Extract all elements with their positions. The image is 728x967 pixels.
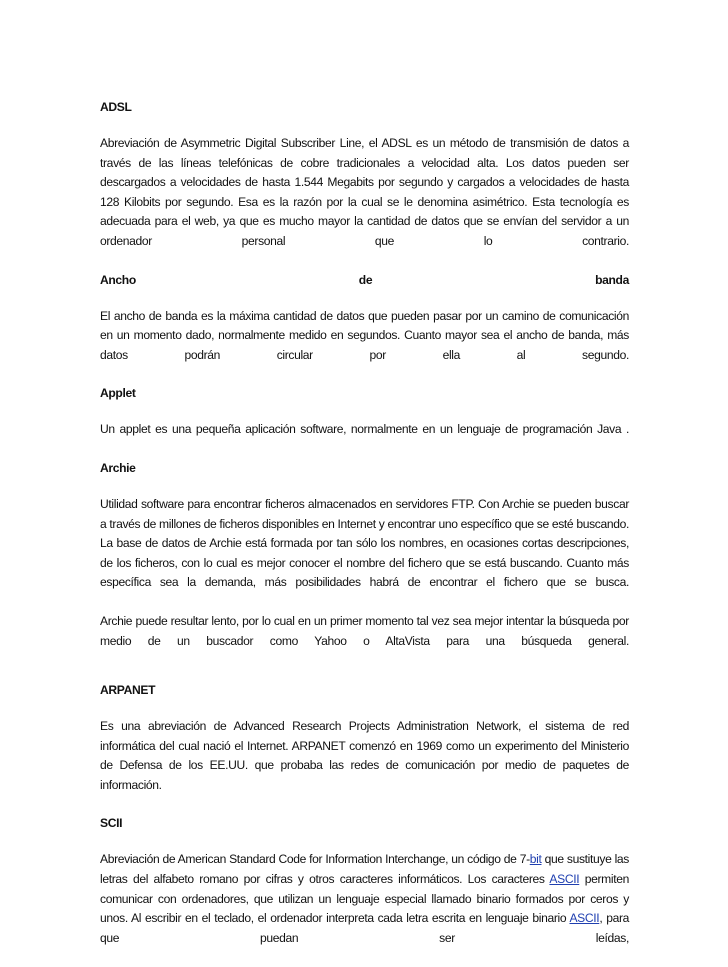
heading-word: Ancho [100, 272, 136, 287]
link-ascii[interactable]: ASCII [549, 872, 580, 887]
heading-applet: Applet [100, 386, 136, 401]
text-run: , para que puedan ser leídas, [100, 911, 630, 945]
heading-ancho-de-banda [100, 271, 629, 290]
link-ascii-binario[interactable]: ASCII [569, 911, 600, 926]
heading-word: de [358, 272, 373, 287]
paragraph-applet: Un applet es una pequeña aplicación software, normalmente en un lenguaje de programación Java . [100, 422, 629, 437]
text-run: Abreviación de American Standard Code for Information Interchange, un código de 7- [100, 852, 530, 867]
paragraph-ancho-de-banda: El ancho de banda es la máxima cantidad de datos que pueden pasar por un camino de comunicación en un momento dado, normalmente medido en segundos. Cuanto mayor sea el ancho de banda, más datos podrán circular por ella al segundo. [100, 308, 629, 362]
heading-scii: SCII [100, 816, 123, 831]
paragraph-archie-2: Archie puede resultar lento, por lo cual en un primer momento tal vez sea mejor intentar la búsqueda por medio de un buscador como Yahoo o AltaVista para una búsqueda general. [100, 613, 629, 648]
link-bit[interactable]: bit [529, 852, 542, 867]
heading-archie: Archie [100, 460, 136, 475]
paragraph-arpanet: Es una abreviación de Advanced Research Projects Administration Network, el sistema de red informática del cual nació el Internet. ARPANET comenzó en 1969 como un experimento del Ministerio de Defensa de los EE.UU. que probaba las redes de comunicación por medio de paquetes de información. [100, 719, 629, 792]
paragraph-archie-1: Utilidad software para encontrar ficheros almacenados en servidores FTP. Con Archie se pueden buscar a través de millones de ficheros disponibles en Internet y encontrar uno específico que se esté buscando. La base de datos de Archie está formada por tan sólo los nombres, en ocasiones cortas descripciones, de los ficheros, con lo cual es mejor conocer el nombre del fichero que se está buscando. Cuanto más específica sea la demanda, más posibilidades habrá de encontrar el fichero que se busca. [100, 496, 629, 590]
text-run: que sustituye las letras del alfabeto romano por cifras y otros caracteres informáticos. Los caracteres [100, 852, 629, 887]
paragraph-adsl: Abreviación de Asymmetric Digital Subscriber Line, el ADSL es un método de transmisión de datos a través de las líneas telefónicas de cobre tradicionales a velocidad alta. Los datos pueden ser descargados a velocidades de hasta 1.544 Megabits por segundo y cargados a velocidades de hasta 128 Kilobits por segundo. Esa es la razón por la cual se le denomina asimétrico. Esta tecnología es adecuada para el web, ya que es mucho mayor la cantidad de datos que se envían del servidor a un ordenador personal que lo contrario. [100, 136, 629, 248]
heading-adsl: ADSL [100, 100, 132, 114]
heading-arpanet: ARPANET [100, 683, 156, 698]
heading-word: banda [595, 272, 629, 287]
paragraph-scii [100, 850, 629, 948]
text-run: permiten comunicar con ordenadores, que utilizan un lenguaje especial llamado binario formados por ceros y unos. Al escribir en el teclado, el ordenador interpreta cada letra escrita en lenguaje binario [100, 872, 629, 926]
document-body [100, 98, 629, 967]
